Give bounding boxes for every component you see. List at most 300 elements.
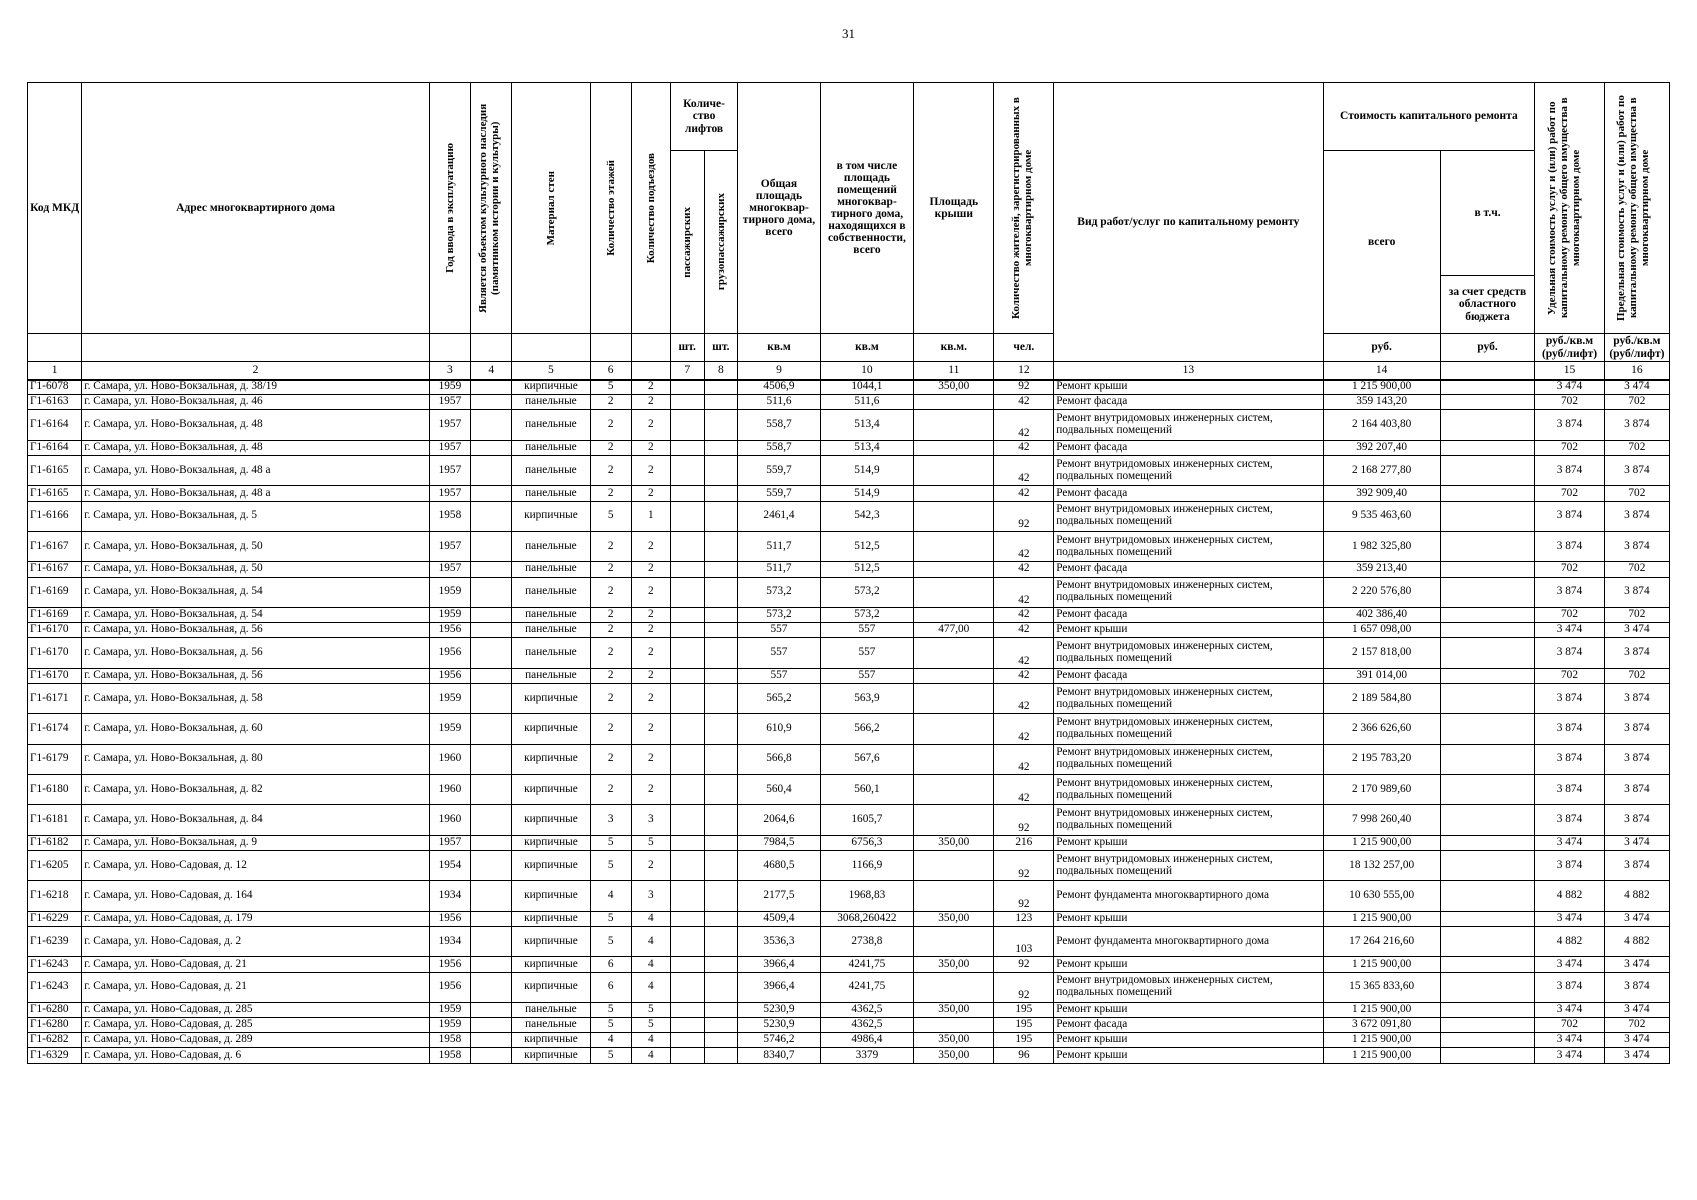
row-walls: кирпичные (512, 1048, 590, 1063)
row-entrances: 5 (631, 1018, 670, 1033)
row-roof-area (914, 577, 994, 607)
unit-passenger: шт. (670, 334, 704, 362)
row-roof-area (914, 410, 994, 440)
table-row (28, 850, 1670, 880)
row-heritage (471, 835, 512, 850)
row-cost-total: 2 366 626,60 (1323, 714, 1440, 744)
col-number: 14 (1323, 362, 1440, 380)
header-unit-cost: Удельная стоимость услуг и (или) работ по капитальному ремонту общего имущества в многоквартирном доме (1535, 83, 1605, 334)
row-total-area: 558,7 (738, 410, 821, 440)
row-floors: 2 (590, 668, 631, 683)
row-total-area: 566,8 (738, 744, 821, 774)
row-floors: 5 (590, 835, 631, 850)
row-residents: 123 (994, 911, 1054, 926)
row-max-cost: 702 (1604, 440, 1669, 455)
row-regional (1440, 380, 1534, 395)
row-cargo (704, 623, 738, 638)
row-regional (1440, 775, 1534, 805)
row-address: г. Самара, ул. Ново-Садовая, д. 164 (82, 881, 430, 911)
row-max-cost: 3 474 (1604, 835, 1669, 850)
row-code: Г1-6167 (28, 531, 82, 561)
row-total-area: 3966,4 (738, 957, 821, 972)
col-number: 6 (590, 362, 631, 380)
row-entrances: 4 (631, 926, 670, 956)
unit-blank (82, 334, 430, 362)
row-work-type: Ремонт крыши (1054, 1033, 1323, 1048)
row-roof-area: 350,00 (914, 911, 994, 926)
row-cost-total: 2 195 783,20 (1323, 744, 1440, 774)
row-cost-total: 15 365 833,60 (1323, 972, 1440, 1002)
row-unit-cost: 3 474 (1535, 1048, 1605, 1063)
row-cost-total: 2 220 576,80 (1323, 577, 1440, 607)
row-heritage (471, 607, 512, 622)
row-residents: 42 (994, 562, 1054, 577)
row-roof-area (914, 805, 994, 835)
col-number: 11 (914, 362, 994, 380)
row-code: Г1-6282 (28, 1033, 82, 1048)
row-floors: 2 (590, 714, 631, 744)
row-max-cost: 3 474 (1604, 1002, 1669, 1017)
row-year: 1959 (429, 1002, 470, 1017)
row-floors: 2 (590, 623, 631, 638)
row-regional (1440, 531, 1534, 561)
table-row (28, 957, 1670, 972)
row-owned-area: 513,4 (820, 410, 913, 440)
row-walls: панельные (512, 668, 590, 683)
row-year: 1958 (429, 1048, 470, 1063)
row-entrances: 2 (631, 668, 670, 683)
row-address: г. Самара, ул. Ново-Вокзальная, д. 54 (82, 577, 430, 607)
table-row (28, 623, 1670, 638)
row-cargo (704, 531, 738, 561)
row-max-cost: 3 874 (1604, 577, 1669, 607)
row-cargo (704, 744, 738, 774)
row-entrances: 2 (631, 380, 670, 395)
row-passenger (670, 562, 704, 577)
row-total-area: 5746,2 (738, 1033, 821, 1048)
row-roof-area: 350,00 (914, 1048, 994, 1063)
row-code: Г1-6167 (28, 562, 82, 577)
row-entrances: 2 (631, 562, 670, 577)
row-roof-area (914, 775, 994, 805)
row-regional (1440, 744, 1534, 774)
row-residents: 42 (994, 531, 1054, 561)
col-number: 16 (1604, 362, 1669, 380)
row-entrances: 2 (631, 577, 670, 607)
row-roof-area (914, 850, 994, 880)
row-address: г. Самара, ул. Ново-Вокзальная, д. 46 (82, 395, 430, 410)
row-roof-area (914, 501, 994, 531)
row-address: г. Самара, ул. Ново-Садовая, д. 289 (82, 1033, 430, 1048)
row-year: 1957 (429, 440, 470, 455)
row-cost-total: 2 189 584,80 (1323, 683, 1440, 713)
row-owned-area: 1166,9 (820, 850, 913, 880)
row-total-area: 2064,6 (738, 805, 821, 835)
row-work-type: Ремонт фундамента многоквартирного дома (1054, 881, 1323, 911)
row-entrances: 2 (631, 440, 670, 455)
row-max-cost: 3 874 (1604, 744, 1669, 774)
row-walls: панельные (512, 410, 590, 440)
row-cost-total: 1 215 900,00 (1323, 957, 1440, 972)
row-floors: 6 (590, 972, 631, 1002)
row-residents: 42 (994, 410, 1054, 440)
row-total-area: 4680,5 (738, 850, 821, 880)
row-heritage (471, 911, 512, 926)
row-max-cost: 702 (1604, 395, 1669, 410)
row-regional (1440, 607, 1534, 622)
row-year: 1956 (429, 957, 470, 972)
row-cargo (704, 1048, 738, 1063)
row-unit-cost: 3 874 (1535, 501, 1605, 531)
row-walls: панельные (512, 455, 590, 485)
row-max-cost: 702 (1604, 486, 1669, 501)
row-roof-area (914, 395, 994, 410)
row-unit-cost: 3 474 (1535, 380, 1605, 395)
row-cargo (704, 577, 738, 607)
row-entrances: 2 (631, 714, 670, 744)
row-regional (1440, 1018, 1534, 1033)
row-passenger (670, 805, 704, 835)
row-entrances: 5 (631, 835, 670, 850)
row-roof-area (914, 607, 994, 622)
unit-blank (471, 334, 512, 362)
row-total-area: 560,4 (738, 775, 821, 805)
row-work-type: Ремонт внутридомовых инженерных систем, подвальных помещений (1054, 531, 1323, 561)
row-cost-total: 2 164 403,80 (1323, 410, 1440, 440)
row-regional (1440, 638, 1534, 668)
unit-blank (429, 334, 470, 362)
header-owned-area: в том числе площадь помещений многоквар- тирного дома, находящихся в собственности, всего (820, 83, 913, 334)
row-residents: 42 (994, 486, 1054, 501)
row-code: Г1-6169 (28, 577, 82, 607)
row-work-type: Ремонт крыши (1054, 1048, 1323, 1063)
col-number: 8 (704, 362, 738, 380)
col-number: 1 (28, 362, 82, 380)
row-regional (1440, 805, 1534, 835)
row-floors: 2 (590, 775, 631, 805)
row-work-type: Ремонт фасада (1054, 395, 1323, 410)
row-walls: панельные (512, 395, 590, 410)
row-owned-area: 557 (820, 638, 913, 668)
row-max-cost: 4 882 (1604, 926, 1669, 956)
row-entrances: 2 (631, 531, 670, 561)
row-regional (1440, 562, 1534, 577)
row-regional (1440, 440, 1534, 455)
page-number: 31 (842, 26, 855, 41)
row-year: 1956 (429, 638, 470, 668)
table-row (28, 744, 1670, 774)
row-cost-total: 1 215 900,00 (1323, 911, 1440, 926)
table-row (28, 455, 1670, 485)
row-residents: 42 (994, 744, 1054, 774)
row-walls: панельные (512, 440, 590, 455)
row-cargo (704, 850, 738, 880)
row-total-area: 4506,9 (738, 380, 821, 395)
col-number: 12 (994, 362, 1054, 380)
row-floors: 2 (590, 562, 631, 577)
row-unit-cost: 702 (1535, 486, 1605, 501)
row-passenger (670, 1002, 704, 1017)
unit-roof-area: кв.м. (914, 334, 994, 362)
row-code: Г1-6280 (28, 1018, 82, 1033)
row-code: Г1-6239 (28, 926, 82, 956)
row-code: Г1-6243 (28, 957, 82, 972)
table-row (28, 410, 1670, 440)
row-residents: 42 (994, 683, 1054, 713)
unit-owned-area: кв.м (820, 334, 913, 362)
row-year: 1959 (429, 380, 470, 395)
row-year: 1956 (429, 623, 470, 638)
row-walls: кирпичные (512, 835, 590, 850)
row-heritage (471, 455, 512, 485)
table-row (28, 577, 1670, 607)
row-passenger (670, 440, 704, 455)
row-max-cost: 3 474 (1604, 1048, 1669, 1063)
row-code: Г1-6163 (28, 395, 82, 410)
row-address: г. Самара, ул. Ново-Вокзальная, д. 38/19 (82, 380, 430, 395)
unit-blank (590, 334, 631, 362)
row-owned-area: 4362,5 (820, 1002, 913, 1017)
unit-total-area: кв.м (738, 334, 821, 362)
row-passenger (670, 380, 704, 395)
row-owned-area: 567,6 (820, 744, 913, 774)
row-unit-cost: 3 874 (1535, 455, 1605, 485)
row-passenger (670, 683, 704, 713)
header-floors: Количество этажей (590, 83, 631, 334)
row-passenger (670, 607, 704, 622)
row-passenger (670, 623, 704, 638)
row-regional (1440, 850, 1534, 880)
row-address: г. Самара, ул. Ново-Вокзальная, д. 56 (82, 623, 430, 638)
row-regional (1440, 911, 1534, 926)
col-number: 10 (820, 362, 913, 380)
row-year: 1957 (429, 455, 470, 485)
row-passenger (670, 926, 704, 956)
table-row (28, 1033, 1670, 1048)
row-max-cost: 3 474 (1604, 957, 1669, 972)
row-roof-area (914, 881, 994, 911)
row-roof-area (914, 714, 994, 744)
row-work-type: Ремонт фасада (1054, 440, 1323, 455)
row-walls: панельные (512, 577, 590, 607)
row-roof-area (914, 683, 994, 713)
row-total-area: 559,7 (738, 486, 821, 501)
row-total-area: 4509,4 (738, 911, 821, 926)
row-work-type: Ремонт крыши (1054, 911, 1323, 926)
row-residents: 42 (994, 775, 1054, 805)
row-owned-area: 4241,75 (820, 957, 913, 972)
row-total-area: 3966,4 (738, 972, 821, 1002)
row-owned-area: 512,5 (820, 531, 913, 561)
row-floors: 2 (590, 607, 631, 622)
row-work-type: Ремонт внутридомовых инженерных систем, подвальных помещений (1054, 683, 1323, 713)
header-code: Код МКД (28, 83, 82, 334)
row-cargo (704, 957, 738, 972)
row-address: г. Самара, ул. Ново-Вокзальная, д. 60 (82, 714, 430, 744)
row-unit-cost: 3 874 (1535, 714, 1605, 744)
row-max-cost: 3 474 (1604, 380, 1669, 395)
col-number-blank (631, 362, 670, 380)
row-passenger (670, 744, 704, 774)
row-heritage (471, 1048, 512, 1063)
row-address: г. Самара, ул. Ново-Садовая, д. 285 (82, 1002, 430, 1017)
col-number: 3 (429, 362, 470, 380)
row-floors: 2 (590, 440, 631, 455)
row-walls: кирпичные (512, 683, 590, 713)
row-cargo (704, 911, 738, 926)
header-address: Адрес многоквартирного дома (82, 83, 430, 334)
table-row (28, 531, 1670, 561)
row-code: Г1-6170 (28, 668, 82, 683)
row-year: 1958 (429, 1033, 470, 1048)
row-unit-cost: 702 (1535, 395, 1605, 410)
row-heritage (471, 957, 512, 972)
row-unit-cost: 3 474 (1535, 835, 1605, 850)
row-passenger (670, 486, 704, 501)
row-owned-area: 1044,1 (820, 380, 913, 395)
table-row (28, 380, 1670, 395)
row-cost-total: 392 207,40 (1323, 440, 1440, 455)
row-owned-area: 3068,260422 (820, 911, 913, 926)
row-cargo (704, 972, 738, 1002)
row-floors: 4 (590, 881, 631, 911)
row-unit-cost: 3 874 (1535, 805, 1605, 835)
row-max-cost: 3 874 (1604, 805, 1669, 835)
row-owned-area: 1605,7 (820, 805, 913, 835)
row-max-cost: 3 874 (1604, 638, 1669, 668)
row-floors: 2 (590, 486, 631, 501)
row-cargo (704, 668, 738, 683)
row-residents: 92 (994, 881, 1054, 911)
row-entrances: 5 (631, 1002, 670, 1017)
row-roof-area (914, 972, 994, 1002)
row-code: Г1-6179 (28, 744, 82, 774)
header-total-area: Общая площадь многоквар- тирного дома, всего (738, 83, 821, 334)
row-year: 1957 (429, 410, 470, 440)
row-walls: кирпичные (512, 775, 590, 805)
row-max-cost: 3 874 (1604, 683, 1669, 713)
row-entrances: 2 (631, 623, 670, 638)
row-owned-area: 573,2 (820, 607, 913, 622)
row-owned-area: 566,2 (820, 714, 913, 744)
row-year: 1959 (429, 1018, 470, 1033)
row-owned-area: 512,5 (820, 562, 913, 577)
row-owned-area: 573,2 (820, 577, 913, 607)
row-code: Г1-6205 (28, 850, 82, 880)
row-work-type: Ремонт крыши (1054, 835, 1323, 850)
row-total-area: 7984,5 (738, 835, 821, 850)
unit-regional: руб. (1440, 334, 1534, 362)
row-roof-area (914, 440, 994, 455)
row-entrances: 3 (631, 805, 670, 835)
row-passenger (670, 668, 704, 683)
unit-max-cost: руб./кв.м (руб/лифт) (1604, 334, 1669, 362)
row-walls: кирпичные (512, 957, 590, 972)
row-unit-cost: 4 882 (1535, 881, 1605, 911)
row-residents: 216 (994, 835, 1054, 850)
row-address: г. Самара, ул. Ново-Вокзальная, д. 82 (82, 775, 430, 805)
row-entrances: 4 (631, 1033, 670, 1048)
row-floors: 2 (590, 638, 631, 668)
table-row (28, 486, 1670, 501)
row-roof-area (914, 926, 994, 956)
row-code: Г1-6164 (28, 440, 82, 455)
row-year: 1956 (429, 972, 470, 1002)
row-regional (1440, 1033, 1534, 1048)
row-work-type: Ремонт внутридомовых инженерных систем, подвальных помещений (1054, 410, 1323, 440)
row-cost-total: 2 168 277,80 (1323, 455, 1440, 485)
row-address: г. Самара, ул. Ново-Вокзальная, д. 56 (82, 638, 430, 668)
row-floors: 5 (590, 501, 631, 531)
row-code: Г1-6078 (28, 380, 82, 395)
row-year: 1957 (429, 531, 470, 561)
row-regional (1440, 957, 1534, 972)
row-walls: панельные (512, 1002, 590, 1017)
row-entrances: 2 (631, 607, 670, 622)
row-cargo (704, 455, 738, 485)
row-entrances: 2 (631, 486, 670, 501)
row-regional (1440, 410, 1534, 440)
row-unit-cost: 3 874 (1535, 638, 1605, 668)
row-total-area: 573,2 (738, 577, 821, 607)
row-work-type: Ремонт фундамента многоквартирного дома (1054, 926, 1323, 956)
col-number: 2 (82, 362, 430, 380)
row-address: г. Самара, ул. Ново-Вокзальная, д. 48 а (82, 486, 430, 501)
row-floors: 3 (590, 805, 631, 835)
row-max-cost: 702 (1604, 562, 1669, 577)
row-code: Г1-6329 (28, 1048, 82, 1063)
row-heritage (471, 440, 512, 455)
row-work-type: Ремонт внутридомовых инженерных систем, подвальных помещений (1054, 744, 1323, 774)
row-cargo (704, 380, 738, 395)
row-roof-area (914, 455, 994, 485)
row-total-area: 3536,3 (738, 926, 821, 956)
row-heritage (471, 1002, 512, 1017)
row-walls: панельные (512, 562, 590, 577)
row-code: Г1-6218 (28, 881, 82, 911)
row-cargo (704, 714, 738, 744)
header-entrances: Количество подъездов (631, 83, 670, 334)
row-year: 1934 (429, 926, 470, 956)
row-floors: 2 (590, 577, 631, 607)
row-code: Г1-6229 (28, 911, 82, 926)
row-cost-total: 1 657 098,00 (1323, 623, 1440, 638)
row-address: г. Самара, ул. Ново-Вокзальная, д. 50 (82, 531, 430, 561)
row-max-cost: 702 (1604, 607, 1669, 622)
row-entrances: 2 (631, 683, 670, 713)
row-cost-total: 359 213,40 (1323, 562, 1440, 577)
row-heritage (471, 805, 512, 835)
row-code: Г1-6166 (28, 501, 82, 531)
table-row (28, 835, 1670, 850)
row-roof-area (914, 1018, 994, 1033)
row-code: Г1-6180 (28, 775, 82, 805)
row-unit-cost: 3 474 (1535, 911, 1605, 926)
row-work-type: Ремонт крыши (1054, 1002, 1323, 1017)
row-residents: 42 (994, 440, 1054, 455)
row-walls: панельные (512, 607, 590, 622)
row-owned-area: 514,9 (820, 486, 913, 501)
row-floors: 2 (590, 395, 631, 410)
table-row (28, 775, 1670, 805)
row-entrances: 4 (631, 911, 670, 926)
row-owned-area: 4241,75 (820, 972, 913, 1002)
row-cargo (704, 607, 738, 622)
row-address: г. Самара, ул. Ново-Вокзальная, д. 9 (82, 835, 430, 850)
row-passenger (670, 835, 704, 850)
row-entrances: 1 (631, 501, 670, 531)
row-address: г. Самара, ул. Ново-Вокзальная, д. 80 (82, 744, 430, 774)
